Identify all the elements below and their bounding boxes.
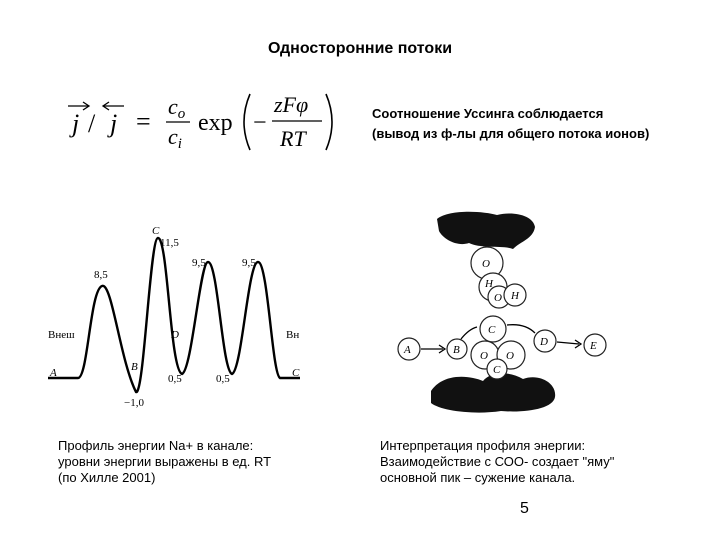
diagram-e: E <box>590 340 597 352</box>
diagram-o-right: O <box>506 350 514 362</box>
atom-circles <box>398 247 606 379</box>
caption-left-line-2: уровни энергии выражены в ед. RT <box>58 454 272 469</box>
label-d: D <box>171 329 179 341</box>
label-b: B <box>131 361 138 373</box>
formula-equals: = <box>136 107 151 136</box>
label-0-5-b: 0,5 <box>216 373 230 385</box>
ussing-formula <box>62 88 352 158</box>
formula-slash: / <box>88 109 96 138</box>
left-paren <box>244 94 250 150</box>
energy-curve <box>48 238 300 392</box>
caption-right-line-2: Взаимодействие с СОО- создает "яму" <box>380 454 615 469</box>
page-number: 5 <box>520 500 529 517</box>
label-outside: Внеш <box>48 329 75 341</box>
energy-profile-plot <box>40 210 320 420</box>
diagram-d: D <box>540 336 548 348</box>
exponent-denominator: RT <box>280 126 306 151</box>
ussing-note <box>372 104 649 144</box>
note-line-1: Соотношение Уссинга соблюдается <box>372 106 604 121</box>
note-line-2: (вывод из ф-лы для общего потока ионов) <box>372 126 650 141</box>
diagram-h-right: H <box>511 290 519 302</box>
label-a: A <box>50 367 57 379</box>
diagram-h-left: H <box>485 278 493 290</box>
label-9-5-b: 9,5 <box>242 257 256 269</box>
conc-outer-c: c <box>168 94 178 119</box>
arrow-d-e <box>557 342 579 344</box>
conc-inner-c: c <box>168 124 178 149</box>
protein-wall-bottom <box>431 373 555 412</box>
caption-left-line-1: Профиль энергии Na+ в канале: <box>58 438 254 453</box>
right-paren <box>326 94 332 150</box>
caption-right-line-3: основной пик – сужение канала. <box>380 470 576 485</box>
arrow-b-c <box>461 327 477 339</box>
caption-right-line-1: Интерпретация профиля энергии: <box>380 438 586 453</box>
label-c-top: C <box>152 225 160 237</box>
conc-outer-sub: o <box>177 106 186 122</box>
conc-outer <box>168 94 186 122</box>
label-11-5: 11,5 <box>160 237 179 249</box>
flux-j-forward: j <box>72 109 80 138</box>
page-title: Односторонние потоки <box>267 40 453 57</box>
diagram-o-left: O <box>480 350 488 362</box>
exponent-numerator: zFφ <box>274 92 309 117</box>
exp-function: exp <box>198 110 233 136</box>
diagram-c-bottom: C <box>493 364 501 376</box>
caption-left-line-3: (по Хилле 2001) <box>58 470 156 485</box>
caption-left <box>58 438 271 486</box>
formula-minus: − <box>253 110 267 136</box>
label-8-5: 8,5 <box>94 269 108 281</box>
diagram-o-mid: O <box>494 292 502 304</box>
label-0-5-a: 0,5 <box>168 373 182 385</box>
protein-wall-top <box>437 212 535 249</box>
diagram-b: B <box>453 344 460 356</box>
flux-j-backward: j <box>110 109 118 138</box>
conc-inner-sub: i <box>177 136 182 152</box>
diagram-c-mid: C <box>488 324 496 336</box>
label-c-right: C <box>292 367 300 379</box>
diagram-a: A <box>404 344 411 356</box>
channel-diagram <box>385 205 630 420</box>
arrow-c-d <box>507 325 535 333</box>
caption-right <box>380 438 614 486</box>
conc-inner <box>168 124 182 152</box>
diagram-o-top: O <box>482 258 490 270</box>
label-9-5-a: 9,5 <box>192 257 206 269</box>
label-inside: Вн <box>286 329 300 341</box>
label-minus-1-0: −1,0 <box>124 397 144 409</box>
